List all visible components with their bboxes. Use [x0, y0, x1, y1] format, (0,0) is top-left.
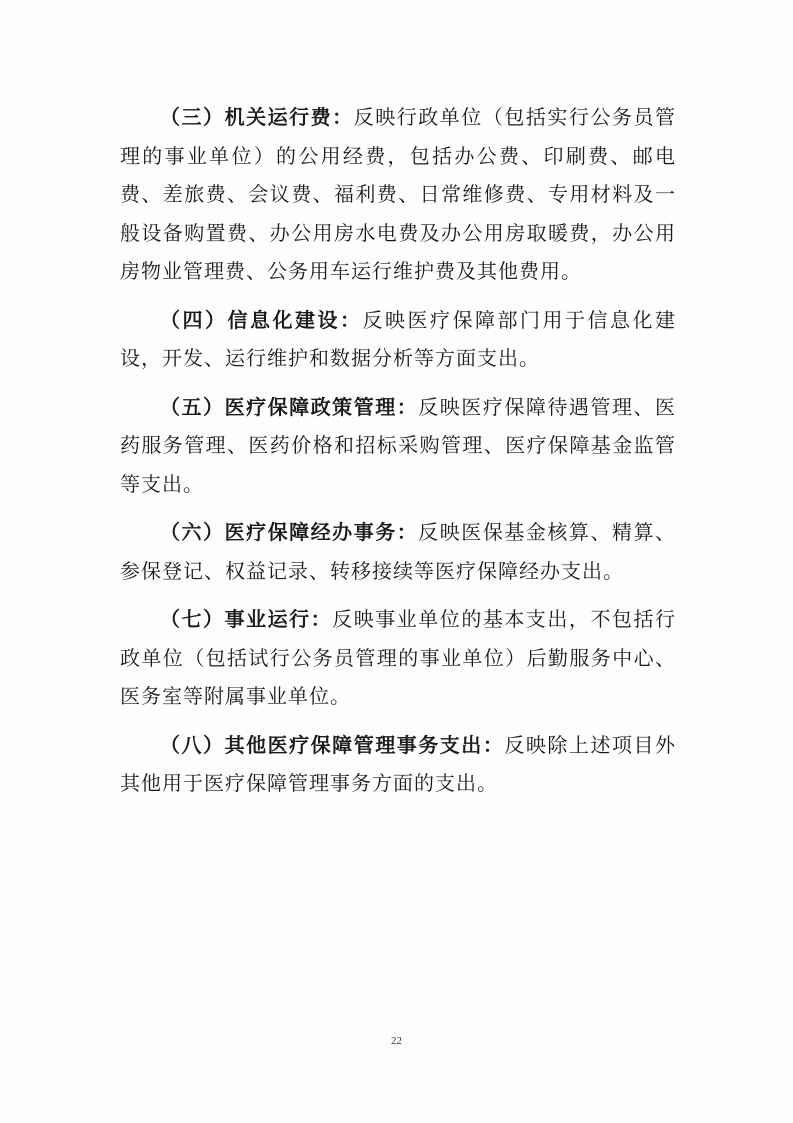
page-number: 22: [391, 1035, 402, 1047]
paragraph-admin-operating-costs: [120, 98, 676, 291]
paragraph-other-expenditure: [120, 726, 676, 803]
paragraph-text: 反映行政单位（包括实行公务员管理的事业单位）的公用经费，包括办公费、印刷费、邮电费、差旅费、会议费、福利费、日常维修费、专用材料及一般设备购置费、办公用房水电费及办公用房取暖费，办公用房物业管理费、公务用车运行维护费及其他费用。: [120, 105, 677, 283]
paragraph-heading: （六）医疗保障经办事务：: [160, 520, 419, 544]
paragraph-it-construction: [120, 301, 676, 378]
document-body: [120, 98, 676, 813]
paragraph-heading: （五）医疗保障政策管理：: [160, 394, 419, 419]
paragraph-text: 反映医保基金核算、精算、参保登记、权益记录、转移接续等医疗保障经办支出。: [120, 520, 677, 583]
paragraph-text: 反映除上述项目外其他用于医疗保障管理事务方面的支出。: [120, 732, 677, 795]
paragraph-heading: （三）机关运行费：: [160, 105, 354, 129]
paragraph-institution-operation: [120, 600, 676, 716]
paragraph-handling-affairs: [120, 513, 676, 590]
paragraph-heading: （四）信息化建设：: [160, 307, 363, 332]
paragraph-text: 反映医疗保障待遇管理、医药服务管理、医药价格和招标采购管理、医疗保障基金监管等支出。: [120, 394, 677, 496]
paragraph-heading: （八）其他医疗保障管理事务支出：: [160, 732, 505, 757]
paragraph-text: 反映医疗保障部门用于信息化建设，开发、运行维护和数据分析等方面支出。: [120, 307, 676, 370]
paragraph-policy-management: [120, 388, 676, 504]
paragraph-text: 反映事业单位的基本支出，不包括行政单位（包括试行公务员管理的事业单位）后勤服务中心、医务室等附属事业单位。: [120, 607, 677, 708]
paragraph-heading: （七）事业运行：: [160, 607, 333, 631]
